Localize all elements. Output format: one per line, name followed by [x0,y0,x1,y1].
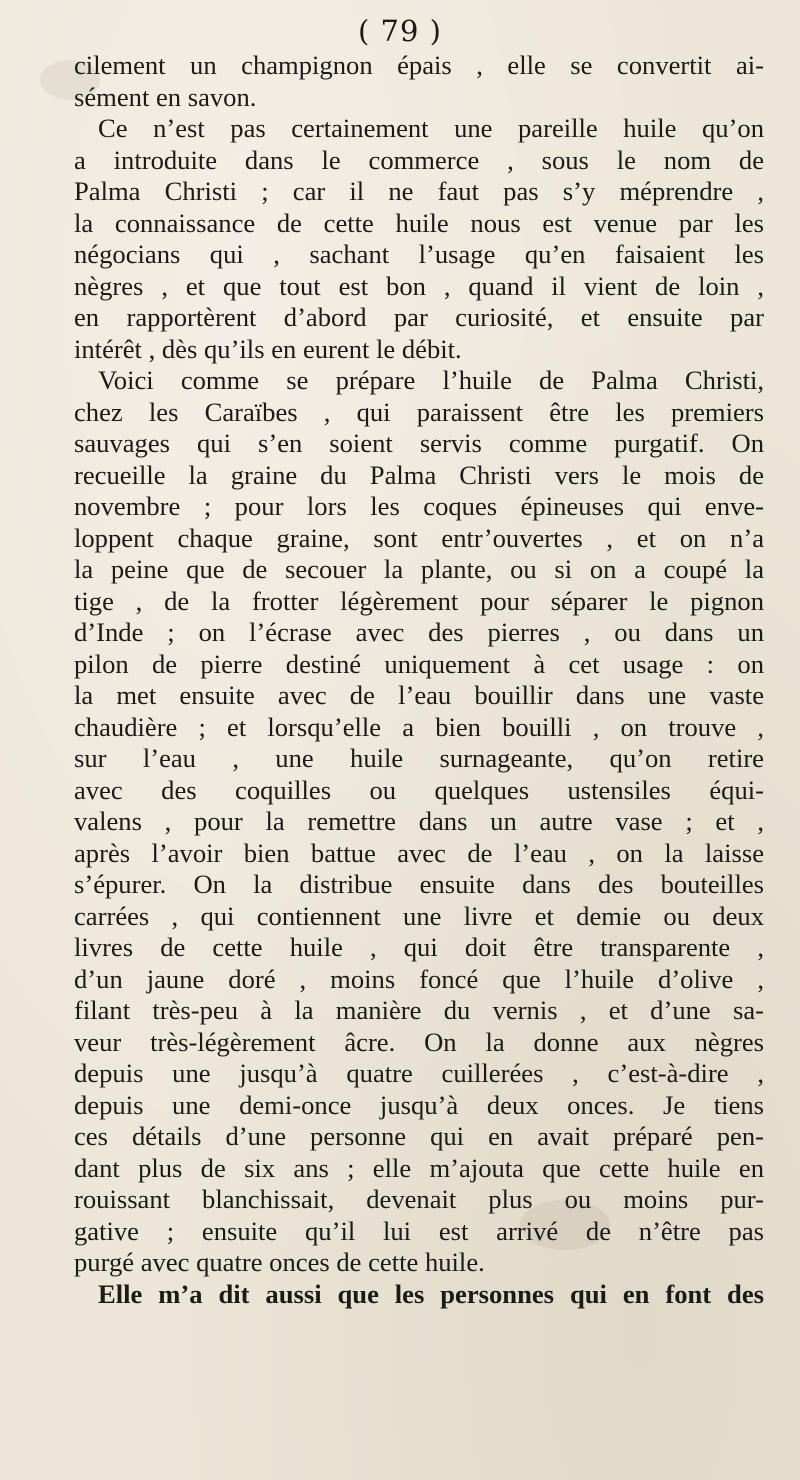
text-line: avec des coquilles ou quelques ustensiles équi- [74,774,764,805]
text-line: ces détails d’une personne qui en avait préparé pen- [74,1121,764,1151]
text-line: sément en savon. [74,81,257,112]
text-line: recueille la graine du Palma Christi vers le mois de [74,459,764,490]
text-line: la peine que de secouer la plante, ou si on a coupé la [74,554,764,584]
page-number: ( 79 ) [358,14,442,48]
text-line: livres de cette huile , qui doit être transparente , [74,932,764,962]
text-line: s’épurer. On la distribue ensuite dans des bouteilles [74,869,764,899]
text-line: rouissant blanchissait, devenait plus ou moins pur- [74,1184,764,1214]
text-line: sur l’eau , une huile surnageante, qu’on retire [74,743,764,773]
text-line: la connaissance de cette huile nous est venue par les [74,207,764,238]
text-line: dant plus de six ans ; elle m’ajouta que cette huile en [74,1152,764,1183]
text-line: novembre ; pour lors les coques épineuses qui enve- [74,491,764,521]
text-line: carrées , qui contiennent une livre et demie ou deux [74,900,764,931]
text-line: tige , de la frotter légèrement pour séparer le pignon [74,585,764,616]
text-line: en rapportèrent d’abord par curiosité, et ensuite par [74,302,764,332]
text-line: d’Inde ; on l’écrase avec des pierres , ou dans un [74,617,764,647]
text-line: purgé avec quatre onces de cette huile. [74,1247,485,1277]
body-text [74,50,764,1310]
text-line: filant très-peu à la manière du vernis , et d’une sa- [74,995,764,1025]
text-line: d’un jaune doré , moins foncé que l’huile d’olive , [74,963,764,994]
text-line: Ce n’est pas certainement une pareille huile qu’on [98,113,764,143]
text-line: pilon de pierre destiné uniquement à cet usage : on [74,648,764,679]
text-line: valens , pour la remettre dans un autre vase ; et , [74,806,764,836]
text-line: la met ensuite avec de l’eau bouillir dans une vaste [74,680,764,710]
text-line: Palma Christi ; car il ne faut pas s’y méprendre , [74,176,764,206]
text-line: gative ; ensuite qu’il lui est arrivé de n’être pas [74,1215,764,1246]
text-line: chaudière ; et lorsqu’elle a bien bouilli , on trouve , [74,711,764,742]
text-line: loppent chaque graine, sont entr’ouvertes , et on n’a [74,522,764,553]
text-line: sauvages qui s’en soient servis comme purgatif. On [74,428,764,458]
text-line: depuis une jusqu’à quatre cuillerées , c’est-à-dire , [74,1058,764,1088]
text-line: Elle m’a dit aussi que les personnes qui en font des [98,1278,764,1309]
text-line: après l’avoir bien battue avec de l’eau , on la laisse [74,837,764,868]
text-line: négocians qui , sachant l’usage qu’en faisaient les [74,239,764,269]
text-line: Voici comme se prépare l’huile de Palma Christi, [98,365,764,395]
text-line: a introduite dans le commerce , sous le nom de [74,144,764,175]
text-line: depuis une demi-once jusqu’à deux onces. Je tiens [74,1089,764,1120]
text-line: chez les Caraïbes , qui paraissent être les premiers [74,396,764,427]
text-line: veur très-légèrement âcre. On la donne aux nègres [74,1026,764,1057]
text-line: intérêt , dès qu’ils en eurent le débit. [74,333,462,364]
text-line: cilement un champignon épais , elle se convertit ai- [74,50,764,80]
text-line: nègres , et que tout est bon , quand il vient de loin , [74,270,764,301]
